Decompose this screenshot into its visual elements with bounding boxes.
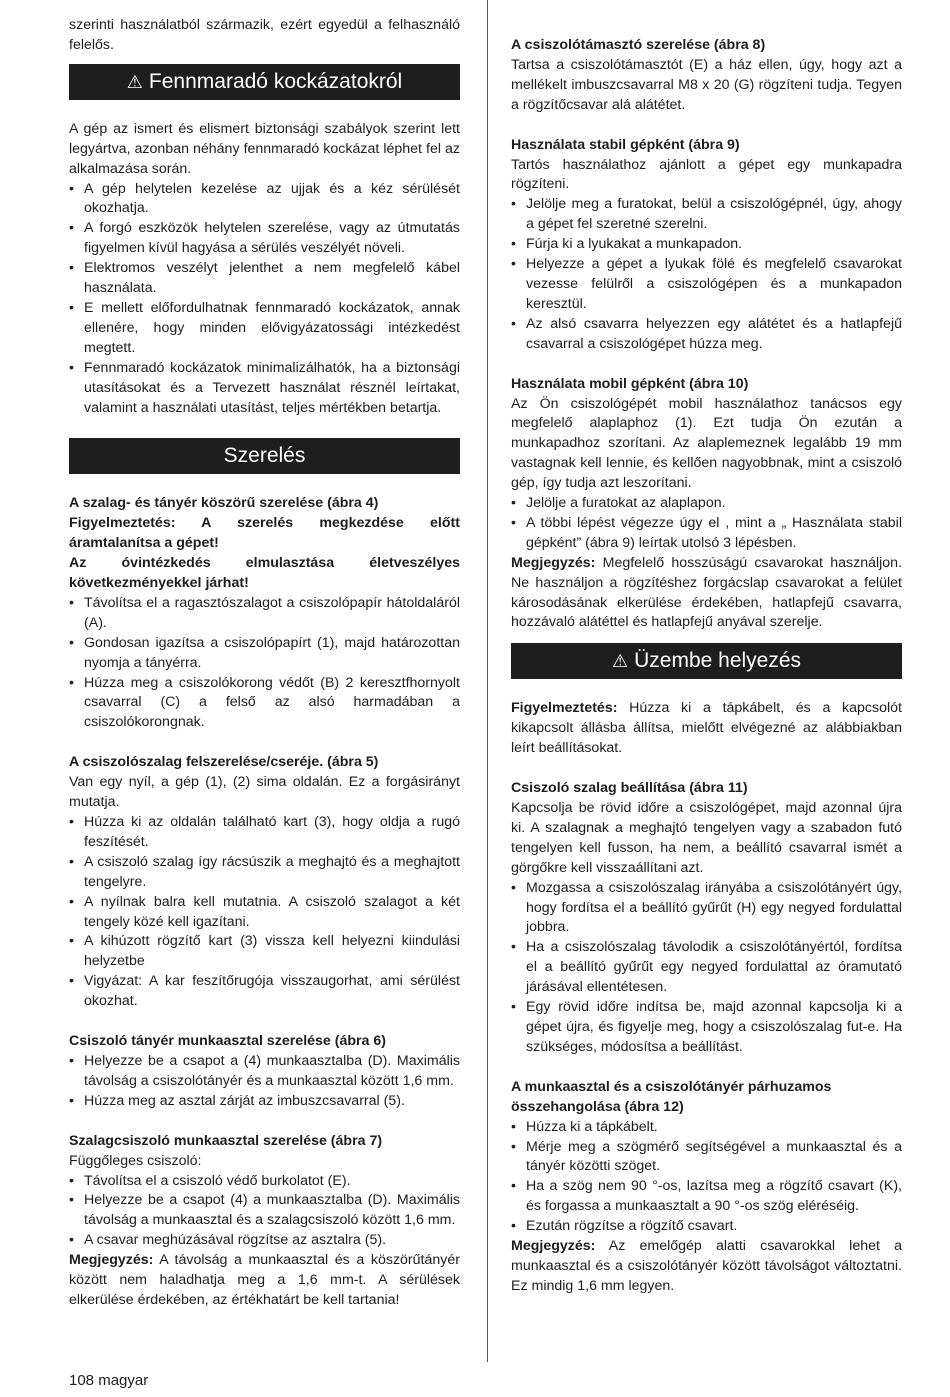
section-heading-fig4: A szalag- és tányér köszörű szerelése (ábra 4) xyxy=(69,495,379,512)
bullet-dot-icon: • xyxy=(69,1192,74,1209)
section-heading-fig11: Csiszoló szalag beállítása (ábra 11) xyxy=(511,780,748,797)
bullet-text: Mozgassa a csiszolószalag irányába a csiszolótányért úgy, hogy fordítsa el a beállító gyűrűt (H) egy negyed fordulattal jobbra. xyxy=(526,879,902,936)
bullet-text: Helyezze be a csapot a (4) munkaasztalba (D). Maximális távolság a csiszolótányér és a munkaasztal között 1,6 mm. xyxy=(84,1052,460,1089)
bullet-text: Húzza ki a tápkábelt. xyxy=(526,1118,658,1135)
bullet-item xyxy=(69,1231,460,1251)
bullet-dot-icon: • xyxy=(69,1172,74,1189)
bullet-item xyxy=(69,932,460,972)
bullet-text: Elektromos veszélyt jelenthet a nem megfelelő kábel használata. xyxy=(84,260,460,297)
bullet-item xyxy=(511,998,902,1058)
bullet-item xyxy=(69,853,460,893)
right-column xyxy=(511,36,902,1297)
note-label: Megjegyzés: xyxy=(511,1238,596,1255)
fig10-bullets xyxy=(511,494,902,554)
fig5-bullets xyxy=(69,813,460,1012)
bullet-item xyxy=(69,180,460,220)
bullet-dot-icon: • xyxy=(69,220,74,237)
bullet-dot-icon: • xyxy=(69,1092,74,1109)
section-heading-fig7: Szalagcsiszoló munkaasztal szerelése (ábra 7) xyxy=(69,1132,383,1149)
bullet-item xyxy=(511,1118,902,1138)
bullet-dot-icon: • xyxy=(511,256,516,273)
residual-risks-banner xyxy=(69,64,460,100)
bullet-item xyxy=(511,1138,902,1178)
bullet-dot-icon: • xyxy=(511,1218,516,1235)
fig12-note xyxy=(511,1237,902,1297)
bullet-text: A csavar meghúzásával rögzítse az asztalra (5). xyxy=(84,1232,387,1249)
bullet-item xyxy=(511,514,902,554)
intro-text: szerinti használatból származik, ezért egyedül a felhasználó felelős. xyxy=(69,17,460,53)
bullet-text: E mellett előfordulhatnak fennmaradó kockázatok, annak ellenére, hogy minden elővigyázatossági intézkedést megtett. xyxy=(84,299,460,356)
bullet-item xyxy=(511,494,902,514)
bullet-text: Fennmaradó kockázatok minimalizálhatók, ha a biztonsági utasításokat és a Tervezett használat résznél leírtakat, valamint a használati utasítást, teljes mértékben betartja. xyxy=(84,359,460,416)
bullet-text: Helyezze be a csapot (4) a munkaasztalba (D). Maximális távolság a munkaasztal és a szalagcsiszoló között 1,6 mm. xyxy=(84,1192,460,1229)
startup-banner xyxy=(511,643,902,679)
bullet-item xyxy=(69,634,460,674)
section-heading-fig10: Használata mobil gépként (ábra 10) xyxy=(511,375,749,392)
bullet-dot-icon: • xyxy=(69,814,74,830)
bullet-item xyxy=(69,594,460,634)
fig5-lead: Van egy nyíl, a gép (1), (2) sima oldalán. Ez a forgásirányt mutatja. xyxy=(69,774,460,811)
fig6-bullets xyxy=(69,1052,460,1112)
section-heading-fig9: Használata stabil gépként (ábra 9) xyxy=(511,136,740,153)
bullet-dot-icon: • xyxy=(69,634,74,651)
bullet-text: A kihúzott rögzítő kart (3) vissza kell helyezni kiindulási helyzetbe xyxy=(84,933,460,970)
bullet-text: A csiszoló szalag így rácsúszik a meghajtó és a meghajtott tengelyre. xyxy=(84,853,460,890)
bullet-dot-icon: • xyxy=(69,594,74,611)
bullet-text: Ezután rögzítse a rögzítő csavart. xyxy=(526,1218,738,1235)
page-footer: 108 magyar xyxy=(69,1372,149,1389)
note-text: A távolság a munkaasztal és a köszörűtányér között nem haladhatja meg a 1,6 mm-t. A sérülések elkerülése érdekében, az értékhatárt be kell tartania! xyxy=(69,1252,460,1308)
fig9-bullets xyxy=(511,195,902,354)
note-text: Az emelőgép alatti csavarokkal lehet a munkaasztal és a csiszolótányér között távolságot változtatni. Ez mindig 1,6 mm legyen. xyxy=(511,1238,902,1294)
bullet-dot-icon: • xyxy=(69,359,74,376)
bullet-item xyxy=(69,299,460,359)
bullet-text: A többi lépést végezze úgy el , mint a „ Használata stabil gépként” (ábra 9) leírtak utolsó 3 lépésben. xyxy=(526,514,902,551)
fig9-lead: Tartós használathoz ajánlott a gépet egy munkapadra rögzíteni. xyxy=(511,156,902,193)
bullet-text: Mérje meg a szögmérő segítségével a munkaasztal és a tányér közötti szöget. xyxy=(526,1138,902,1175)
fig11-lead: Kapcsolja be rövid időre a csiszológépet, majd azonnal újra ki. A szalagnak a meghajtó tengelyen vagy a szabadon futó tengelyen kell fusson, ha nem, a beállító csavarral ismét a görgőkre kell visszaállítani azt. xyxy=(511,800,902,876)
bullet-text: Húzza meg a csiszolókorong védőt (B) 2 keresztfhornyolt csavarral (C) a felső az alsó harmadában a csiszolókorongnak. xyxy=(84,674,460,731)
fig4-bullets xyxy=(69,594,460,733)
bullet-item xyxy=(69,1191,460,1231)
bullet-text: Gondosan igazítsa a csiszolópapírt (1), majd határozottan nyomja a tányérra. xyxy=(84,634,460,671)
bullet-item xyxy=(511,879,902,939)
bullet-dot-icon: • xyxy=(511,196,516,213)
section-heading-fig5: A csiszolószalag felszerelése/cseréje. (ábra 5) xyxy=(69,754,379,771)
fig11-bullets xyxy=(511,879,902,1058)
note-text: Megfelelő hosszúságú csavarokat használjon. Ne használjon a rögzítéshez forgácslap csavarokat a felület károsodásának elkerülése érdekében, hatlapfejű csavarra, hozzávaló alátéttel és hatlapfejű anyával szerelje. xyxy=(511,554,903,631)
bullet-item xyxy=(511,1217,902,1237)
bullet-item xyxy=(511,255,902,315)
bullet-dot-icon: • xyxy=(69,853,74,870)
bullet-text: Fúrja ki a lyukakat a munkapadon. xyxy=(526,236,743,253)
bullet-dot-icon: • xyxy=(511,879,516,896)
bullet-text: Egy rövid időre indítsa be, majd azonnal kapcsolja ki a gépet újra, és figyelje meg, hogy a csiszolószalag fut-e. Ha szükséges, módosítsa a beállítást. xyxy=(526,999,902,1055)
bullet-item xyxy=(69,813,460,853)
residual-bullets xyxy=(69,180,460,419)
bullet-item xyxy=(69,219,460,259)
residual-risks-title: Fennmaradó kockázatokról xyxy=(148,69,403,93)
bullet-item xyxy=(69,893,460,933)
bullet-dot-icon: • xyxy=(69,299,74,316)
assembly-banner xyxy=(69,438,460,474)
warning-label: Figyelmeztetés: xyxy=(511,700,618,717)
bullet-dot-icon: • xyxy=(511,999,516,1016)
bullet-dot-icon: • xyxy=(69,1232,74,1249)
bullet-text: Húzza meg az asztal zárját az imbuszcsavarral (5). xyxy=(84,1092,405,1109)
bullet-dot-icon: • xyxy=(69,973,74,990)
bullet-item xyxy=(511,195,902,235)
assembly-warning: Figyelmeztetés: A szerelés megkezdése előtt áramtalanítsa a gépet! xyxy=(69,515,460,552)
assembly-title: Szerelés xyxy=(223,444,306,468)
bullet-text: Vigyázat: A kar feszítőrugója visszaugorhat, ami sérülést okozhat. xyxy=(84,973,460,1010)
bullet-item xyxy=(69,1052,460,1092)
fig7-lead: Függőleges csiszoló: xyxy=(69,1152,202,1169)
bullet-dot-icon: • xyxy=(511,315,516,332)
bullet-text: Jelölje meg a furatokat, belül a csiszológépnél, úgy, ahogy a gépet fel szeretné szerelni. xyxy=(526,196,902,233)
bullet-dot-icon: • xyxy=(511,236,516,253)
bullet-item xyxy=(511,1177,902,1217)
bullet-dot-icon: • xyxy=(69,260,74,277)
bullet-text: A forgó eszközök helytelen szerelése, vagy az útmutatás figyelmen kívül hagyása a sérülés veszélyét növeli. xyxy=(84,220,460,257)
bullet-text: A nyílnak balra kell mutatnia. A csiszoló szalagot a két tengely közé kell igazítani. xyxy=(84,893,460,930)
section-heading-fig12: A munkaasztal és a csiszolótányér párhuzamos összehangolása (ábra 12) xyxy=(511,1078,832,1115)
bullet-text: Ha a szög nem 90 °-os, lazítsa meg a rögzítő csavart (K), és forgassa a munkaasztalt a 90 °-os szög eléréséig. xyxy=(526,1178,902,1215)
bullet-item xyxy=(69,259,460,299)
bullet-dot-icon: • xyxy=(69,933,74,950)
bullet-item xyxy=(511,938,902,998)
bullet-dot-icon: • xyxy=(511,514,516,531)
fig10-lead: Az Ön csiszológépét mobil használathoz tanácsos egy megfelelő alaplaphoz (1). Ezt tudja Ön ezután a munkapadhoz szorítani. Az alaplemeznek legalább 19 mm vastagnak kell lennie, és kellően nagyobbnak, mint a csiszoló gép, így tudja azt leszorítani. xyxy=(511,395,902,492)
section-heading-fig6: Csiszoló tányér munkaasztal szerelése (ábra 6) xyxy=(69,1033,386,1050)
warning-text: Húzza ki a tápkábelt, és a kapcsolót kikapcsolt állásba állítsa, mielőtt elvégezné az alábbiakban leírt beállításokat. xyxy=(511,700,902,757)
fig10-note xyxy=(511,554,902,634)
assembly-warning-consequence: Az óvintézkedés elmulasztása életveszélyes következményekkel járhat! xyxy=(69,555,460,592)
bullet-dot-icon: • xyxy=(69,1052,74,1069)
bullet-dot-icon: • xyxy=(511,939,516,956)
section-heading-fig8: A csiszolótámasztó szerelése (ábra 8) xyxy=(511,37,766,53)
bullet-dot-icon: • xyxy=(511,495,516,512)
bullet-text: Helyezze a gépet a lyukak fölé és megfelelő csavarokat vezesse felülről a csiszológépen és a munkapadon keresztül. xyxy=(526,256,902,312)
bullet-text: A gép helytelen kezelése az ujjak és a kéz sérülését okozhatja. xyxy=(84,180,460,217)
bullet-item xyxy=(69,359,460,419)
bullet-text: Távolítsa el a csiszoló védő burkolatot (E). xyxy=(84,1172,351,1189)
bullet-dot-icon: • xyxy=(69,180,74,197)
bullet-dot-icon: • xyxy=(69,674,74,691)
bullet-item xyxy=(511,235,902,255)
bullet-text: Ha a csiszolószalag távolodik a csiszolótányértól, fordítsa el a beállító gyűrűt egy negyed fordulattal az óramutató járásával ellentétesen. xyxy=(526,939,902,996)
startup-title: Üzembe helyezés xyxy=(634,649,802,673)
bullet-item xyxy=(69,674,460,734)
bullet-text: Az alsó csavarra helyezzen egy alátétet és a hatlapfejű csavarral a csiszológépet húzza meg. xyxy=(526,315,902,352)
warning-triangle-icon: ⚠ xyxy=(126,71,143,92)
bullet-text: Távolítsa el a ragasztószalagot a csiszolópapír hátoldaláról (A). xyxy=(84,594,460,631)
bullet-item xyxy=(69,1172,460,1192)
column-divider xyxy=(487,0,488,1362)
fig8-text: Tartsa a csiszolótámasztót (E) a ház ellen, úgy, hogy azt a mellékelt imbuszcsavarral M8 x 20 (G) rögzíteni tudja. Tegyen a rögzítőcsavar alá alátétet. xyxy=(511,56,902,113)
bullet-text: Húzza ki az oldalán található kart (3), hogy oldja a rugó feszítését. xyxy=(84,814,460,850)
fig7-note xyxy=(69,1251,460,1311)
fig12-bullets xyxy=(511,1118,902,1237)
bullet-dot-icon: • xyxy=(511,1118,516,1135)
bullet-item xyxy=(69,1092,460,1112)
left-column xyxy=(69,16,460,1311)
fig7-bullets xyxy=(69,1172,460,1252)
bullet-item xyxy=(69,972,460,1012)
bullet-text: Jelölje a furatokat az alaplapon. xyxy=(526,495,726,512)
bullet-item xyxy=(511,315,902,355)
note-label: Megjegyzés: xyxy=(511,554,596,571)
bullet-dot-icon: • xyxy=(69,893,74,910)
startup-warning xyxy=(511,699,902,759)
bullet-dot-icon: • xyxy=(511,1138,516,1155)
residual-lead: A gép az ismert és elismert biztonsági szabályok szerint lett legyártva, azonban néhány fennmaradó kockázat léphet fel az alkalmazása során. xyxy=(69,120,460,177)
bullet-dot-icon: • xyxy=(511,1178,516,1195)
warning-triangle-icon: ⚠ xyxy=(611,651,629,672)
note-label: Megjegyzés: xyxy=(69,1252,154,1269)
